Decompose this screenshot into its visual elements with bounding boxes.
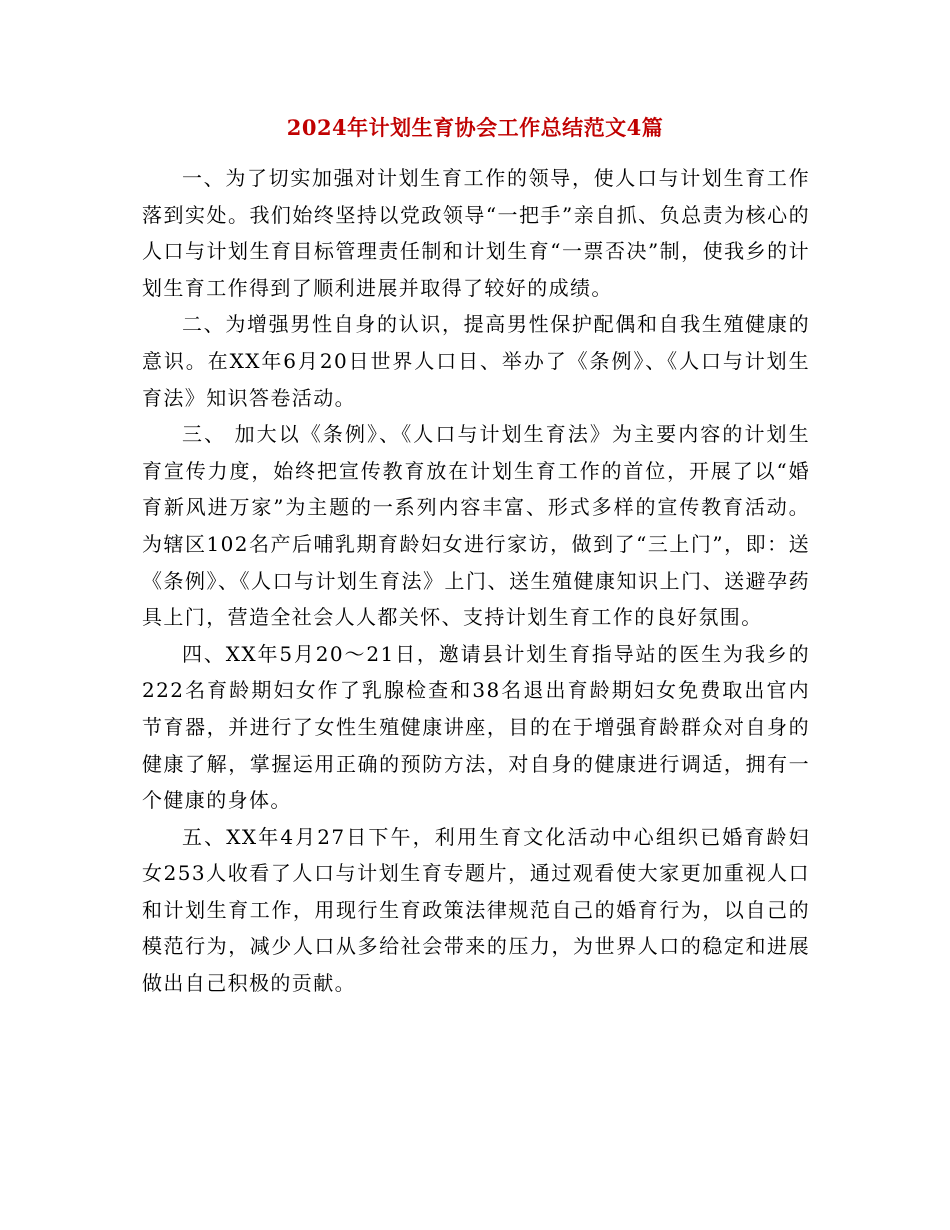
paragraph-1: 一、为了切实加强对计划生育工作的领导，使人口与计划生育工作落到实处。我们始终坚持以党政领导“一把手”亲自抓、负总责为核心的人口与计划生育目标管理责任制和计划生育“一票否决”制，使我乡的计划生育工作得到了顺利进展并取得了较好的成绩。 (142, 166, 810, 300)
paragraph-3: 三、 加大以《条例》、《人口与计划生育法》为主要内容的计划生育宣传力度，始终把宣传教育放在计划生育工作的首位，开展了以“婚育新风进万家”为主题的一系列内容丰富、形式多样的宣传教育活动。为辖区102名产后哺乳期育龄妇女进行家访，做到了“三上门”，即：送《条例》、《人口与计划生育法》上门、送生殖健康知识上门、送避孕药具上门，营造全社会人人都关怀、支持计划生育工作的良好氛围。 (142, 422, 810, 630)
document-body (142, 160, 810, 1002)
paragraph-5: 五、XX年4月27日下午，利用生育文化活动中心组织已婚育龄妇女253人收看了人口与计划生育专题片，通过观看使大家更加重视人口和计划生育工作，用现行生育政策法律规范自己的婚育行为，以自己的模范行为，减少人口从多给社会带来的压力，为世界人口的稳定和进展做出自己积极的贡献。 (142, 824, 810, 996)
document-title: 2024年计划生育协会工作总结范文4篇 (286, 115, 664, 140)
paragraph-4: 四、XX年5月20～21日，邀请县计划生育指导站的医生为我乡的222名育龄期妇女作了乳腺检查和38名退出育龄期妇女免费取出官内节育器，并进行了女性生殖健康讲座，目的在于增强育龄群众对自身的健康了解，掌握运用正确的预防方法，对自身的健康进行调适，拥有一个健康的身体。 (142, 641, 810, 813)
paragraph-2: 二、为增强男性自身的认识，提高男性保护配偶和自我生殖健康的意识。在XX年6月20日世界人口日、举办了《条例》、《人口与计划生育法》知识答卷活动。 (142, 312, 810, 410)
